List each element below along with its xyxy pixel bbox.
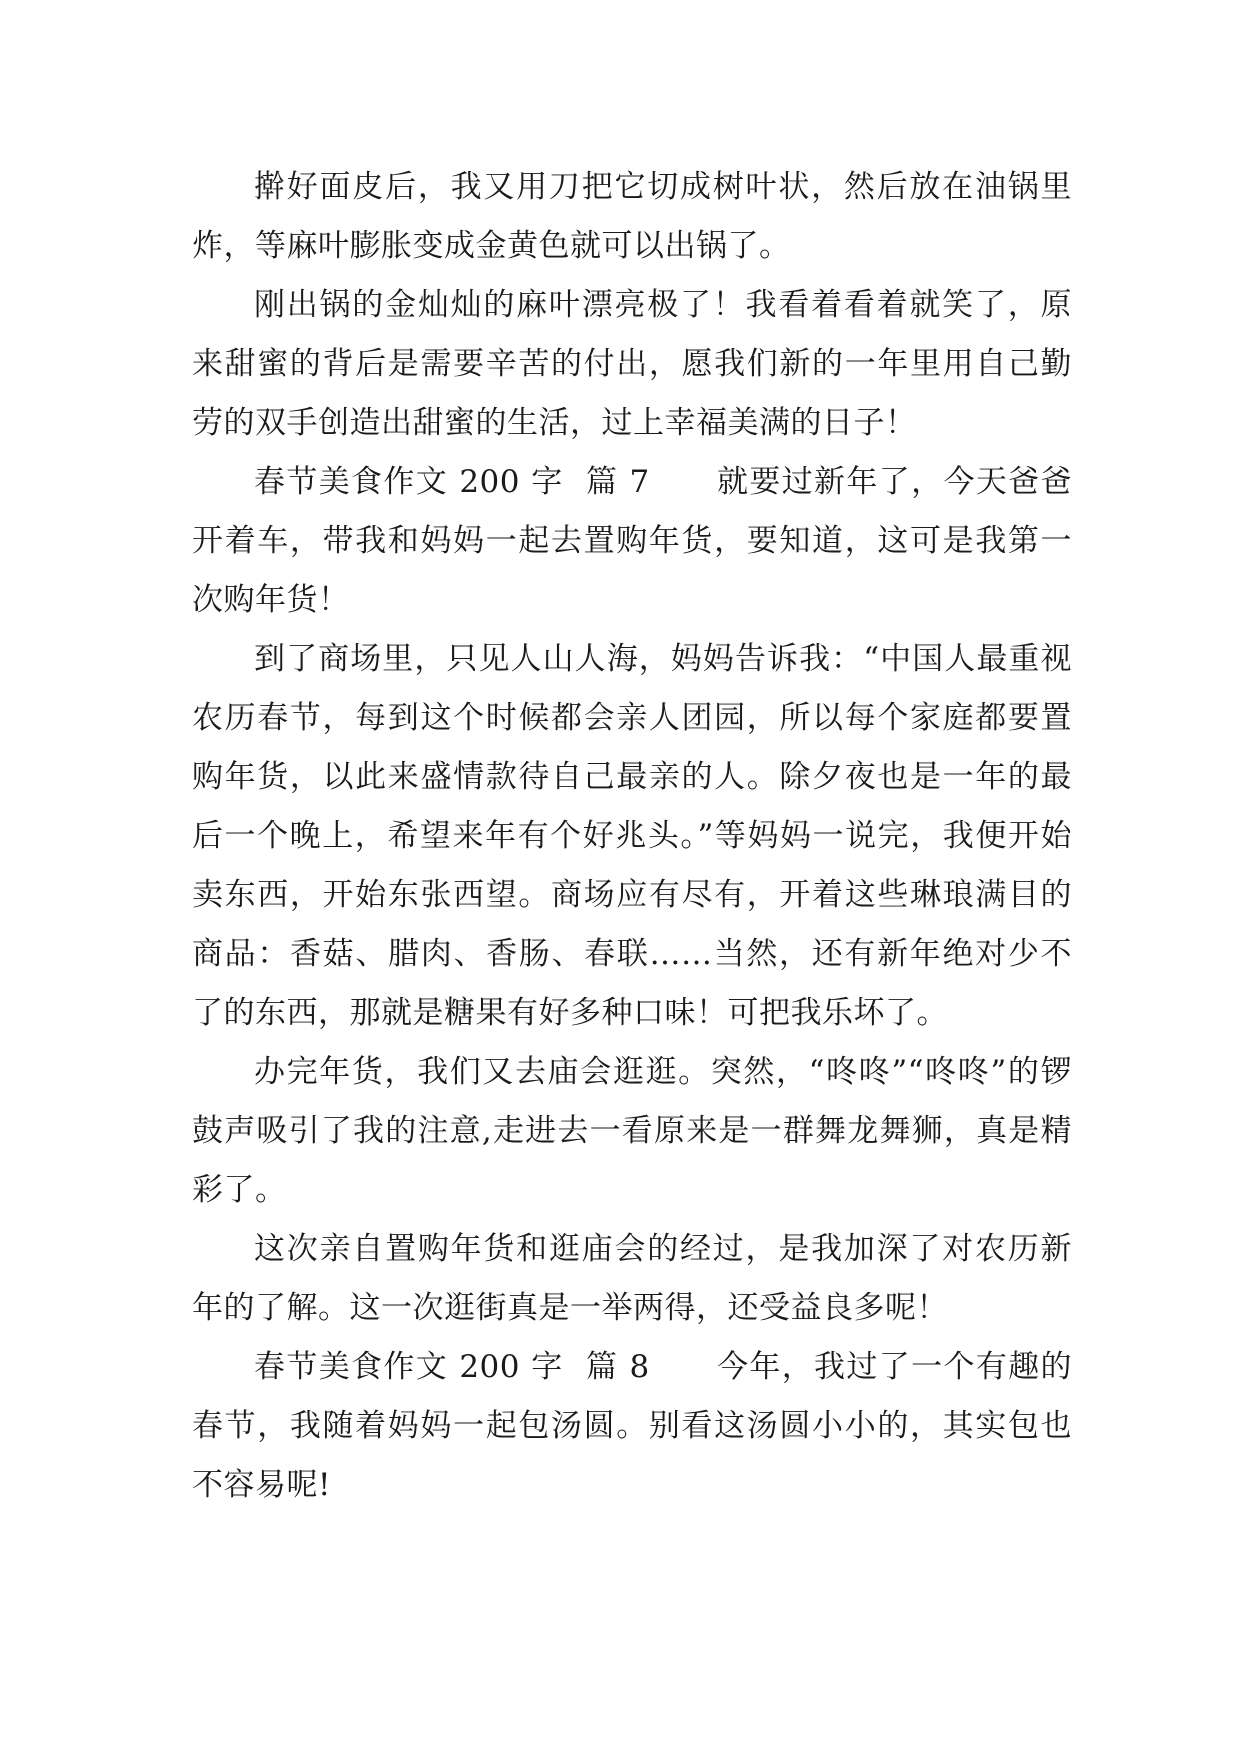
section-7-first-text: 就要过新年了，今天爸爸开着车，带我和妈妈一起去置购年货，要知道，这可是我第一次购年货！ xyxy=(192,464,1073,618)
section-7-paragraph xyxy=(192,453,1072,630)
paragraph: 擀好面皮后，我又用刀把它切成树叶状，然后放在油锅里炸，等麻叶膨胀变成金黄色就可以出锅了。 xyxy=(192,169,1072,264)
section-8-heading: 春节美食作文 200 字 篇 8 xyxy=(254,1349,650,1385)
paragraph: 到了商场里，只见人山人海，妈妈告诉我：“中国人最重视农历春节，每到这个时候都会亲人团园，所以每个家庭都要置购年货，以此来盛情款待自己最亲的人。除夕夜也是一年的最后一个晚上，希望来年有个好兆头。”等妈妈一说完，我便开始卖东西，开始东张西望。商场应有尽有，开着这些琳琅满目的商品：香菇、腊肉、香肠、春联……当然，还有新年绝对少不了的东西，那就是糖果有好多种口味！可把我乐坏了。 xyxy=(192,641,1072,1031)
paragraph: 这次亲自置购年货和逛庙会的经过，是我加深了对农历新年的了解。这一次逛街真是一举两得，还受益良多呢！ xyxy=(192,1231,1072,1326)
heading-gap xyxy=(650,464,717,500)
article-body xyxy=(192,158,1072,1515)
paragraph: 刚出锅的金灿灿的麻叶漂亮极了！我看着看着就笑了，原来甜蜜的背后是需要辛苦的付出，愿我们新的一年里用自己勤劳的双手创造出甜蜜的生活，过上幸福美满的日子！ xyxy=(192,287,1072,441)
section-7-heading: 春节美食作文 200 字 篇 7 xyxy=(254,464,650,500)
heading-gap xyxy=(650,1349,717,1385)
section-8-paragraph xyxy=(192,1338,1072,1515)
paragraph: 办完年货，我们又去庙会逛逛。突然，“咚咚”“咚咚”的锣鼓声吸引了我的注意,走进去一看原来是一群舞龙舞狮，真是精彩了。 xyxy=(192,1054,1072,1208)
section-8-first-text: 今年，我过了一个有趣的春节，我随着妈妈一起包汤圆。别看这汤圆小小的，其实包也不容易呢! xyxy=(192,1349,1073,1503)
